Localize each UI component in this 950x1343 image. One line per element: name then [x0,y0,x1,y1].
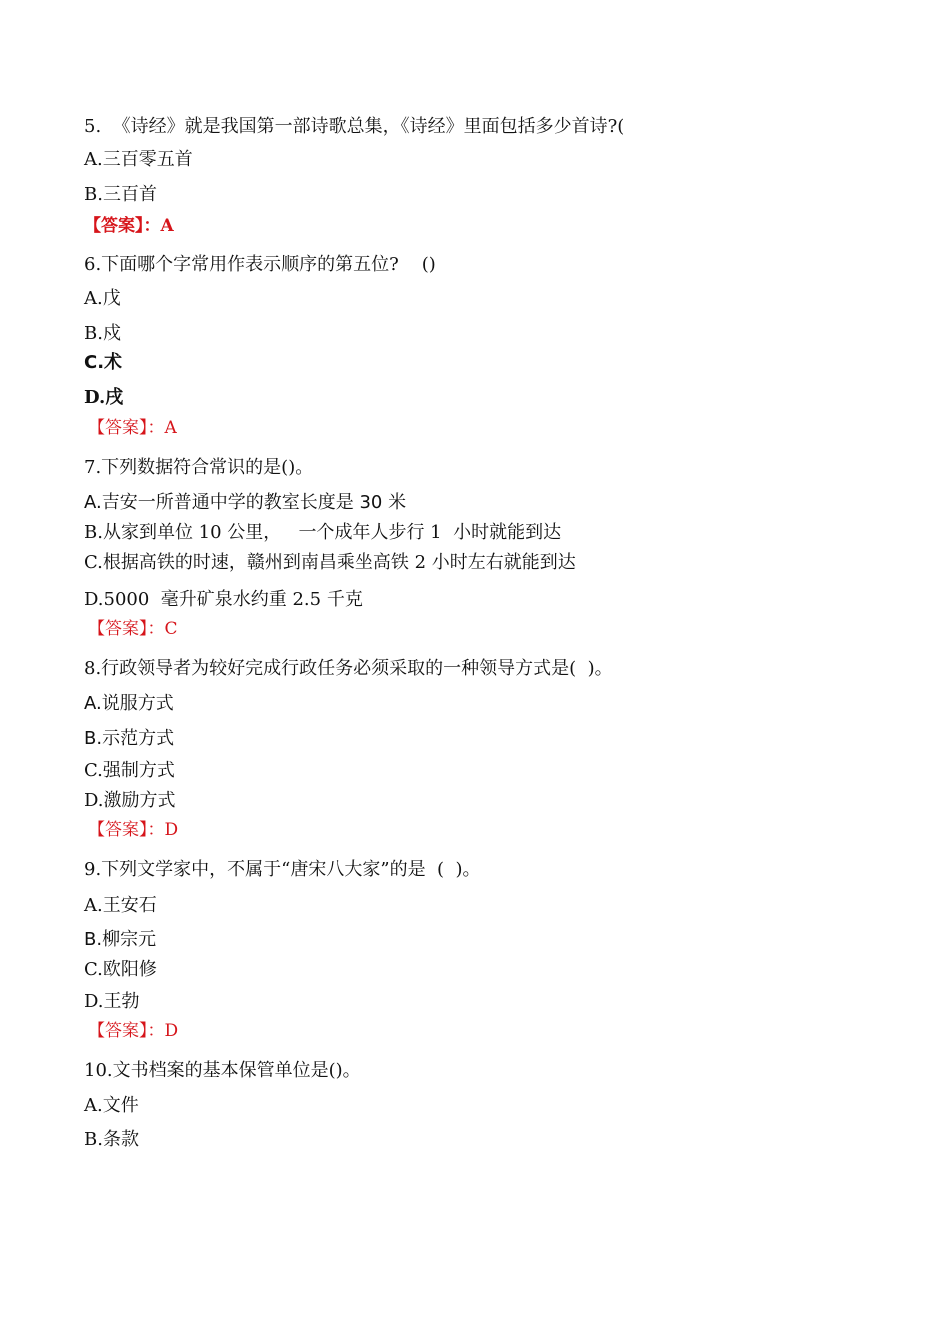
option-d: D.王勃 [84,991,140,1012]
answer-label: 【答案】： [88,619,165,639]
question-stem: 5. 《诗经》就是我国第一部诗歌总集，《诗经》里面包括多少首诗?( [84,116,625,137]
option-b: B.三百首 [84,184,157,205]
answer-line [88,1023,178,1040]
option-b: B.从家到单位 10 公里， 一个成年人步行 1 小时就能到达 [84,522,562,543]
option-b: B.示范方式 [84,728,175,749]
question-stem: 6.下面哪个字常用作表示顺序的第五位? () [84,254,436,275]
answer-line [88,822,178,839]
option-a: A.文件 [84,1095,139,1116]
option-c: C.强制方式 [84,760,175,781]
question-stem: 8.行政领导者为较好完成行政任务必须采取的一种领导方式是( )。 [84,658,613,679]
answer-value: A [160,216,174,236]
answer-label: 【答案】： [88,418,165,438]
option-a: A.吉安一所普通中学的教室长度是 30 米 [84,492,407,513]
option-a: A.说服方式 [84,693,174,714]
answer-value: C [164,619,178,639]
option-b: B.柳宗元 [84,929,157,950]
option-d: D.5000 毫升矿泉水约重 2.5 千克 [84,589,363,610]
answer-label: 【答案】： [88,1021,165,1041]
answer-label: 【答案】： [88,820,165,840]
question-stem: 10.文书档案的基本保管单位是()。 [84,1060,361,1081]
answer-value: D [164,820,179,840]
option-b: B.条款 [84,1129,139,1150]
answer-line [84,218,174,235]
option-c: C.根据高铁的时速，赣州到南昌乘坐高铁 2 小时左右就能到达 [84,552,576,573]
answer-line [88,420,177,437]
answer-value: A [164,418,177,438]
option-b: B.戍 [84,323,121,344]
answer-line [88,621,178,638]
option-a: A.三百零五首 [84,149,193,170]
option-d: D.戌 [84,387,124,408]
option-a: A.戊 [84,288,121,309]
question-stem: 9.下列文学家中，不属于“唐宋八大家”的是 ( )。 [84,859,481,880]
option-a: A.王安石 [84,895,157,916]
option-c: C.欧阳修 [84,959,157,980]
option-c: C.术 [84,352,123,373]
question-stem: 7.下列数据符合常识的是()。 [84,457,314,478]
option-d: D.激励方式 [84,790,176,811]
answer-label: 【答案】： [84,216,161,236]
answer-value: D [164,1021,179,1041]
